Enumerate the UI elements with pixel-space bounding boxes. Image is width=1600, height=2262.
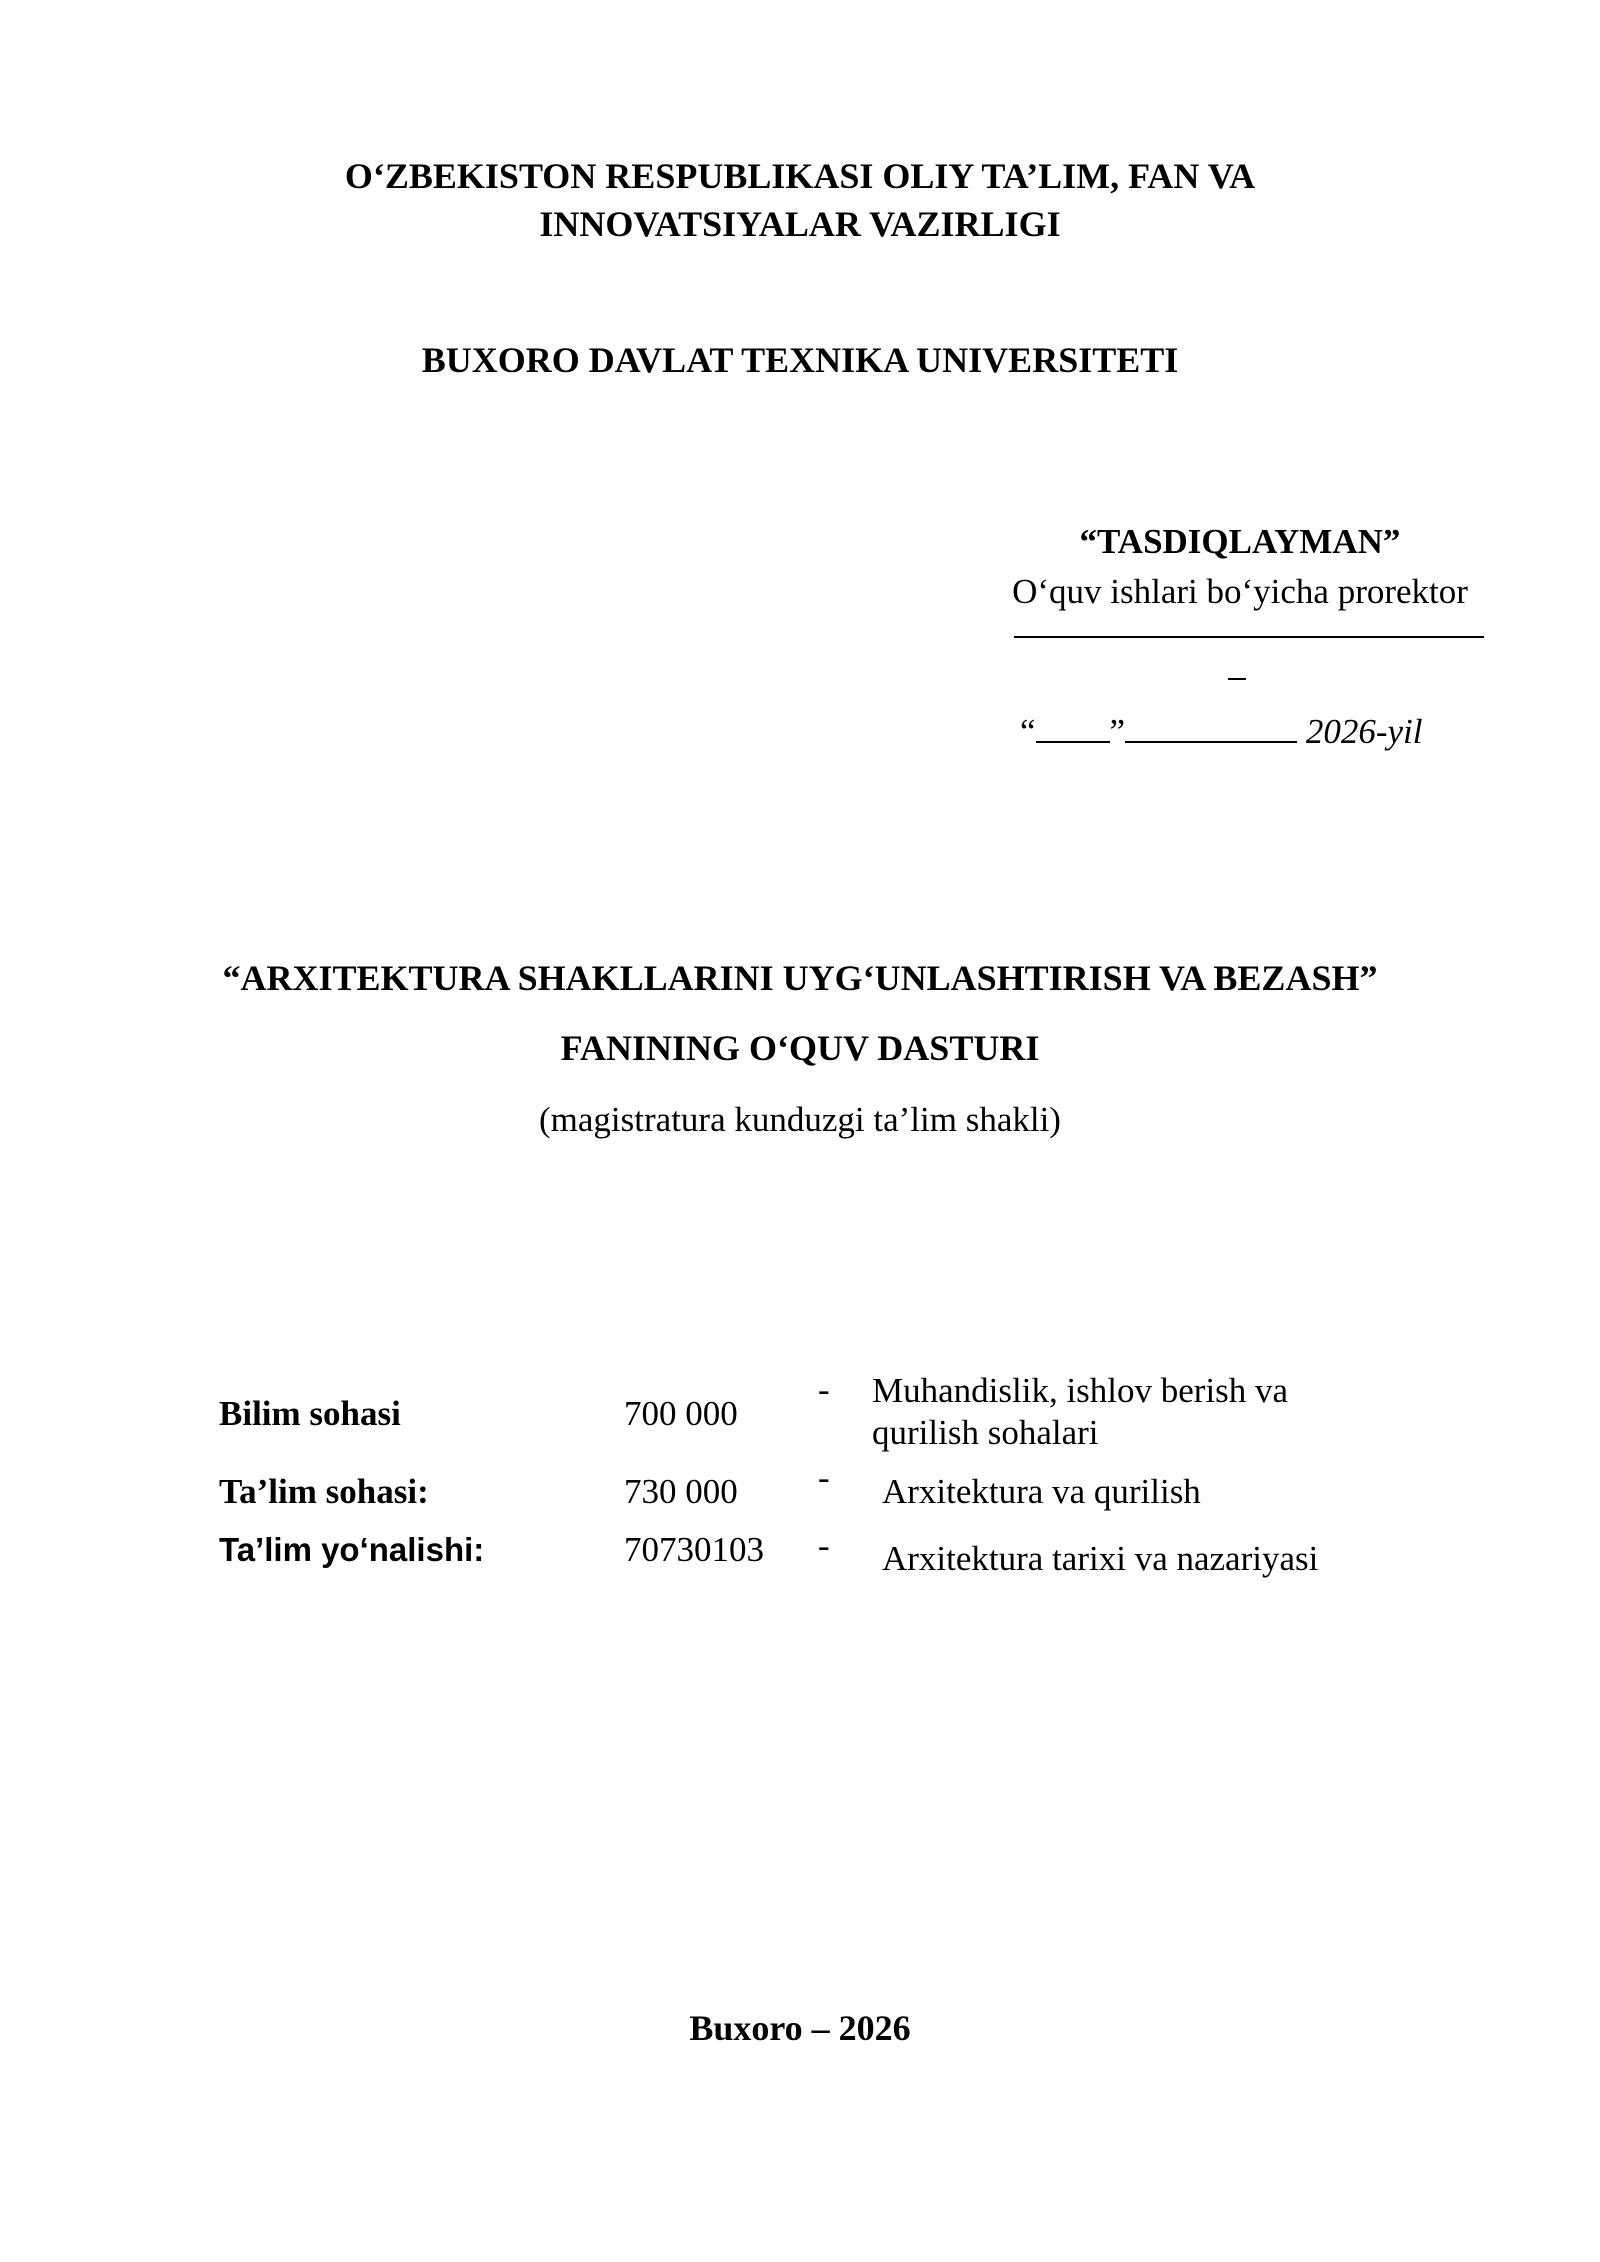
field-name: [882, 1538, 1442, 1580]
ministry-heading: [0, 152, 1600, 248]
signature-line: [1014, 636, 1484, 638]
course-title: “ARXITEKTURA SHAKLLARINI UYG‘UNLASHTIRISH VA BEZASH”: [222, 958, 1378, 998]
field-code: 70730103: [624, 1530, 764, 1569]
field-name-line1: Arxitektura va qurilish: [882, 1472, 1201, 1511]
footer-place-year: Buxoro – 2026: [689, 2008, 911, 2048]
day-blank: [1036, 711, 1110, 743]
field-name: [872, 1370, 1432, 1454]
form-of-study: (magistratura kunduzgi ta’lim shakli): [539, 1100, 1061, 1139]
field-label: Ta’lim yoʻnalishi:: [219, 1531, 485, 1568]
signature-line-tail: [1228, 678, 1246, 680]
field-label: Bilim sohasi: [219, 1394, 401, 1433]
field-name: [882, 1471, 1442, 1513]
field-name-line1: Arxitektura tarixi va nazariyasi: [882, 1539, 1319, 1578]
approval-date-line: [1020, 708, 1490, 756]
field-label: Ta’lim sohasi:: [219, 1472, 429, 1511]
approval-year: 2026-yil: [1305, 712, 1423, 751]
field-dash: -: [818, 1370, 830, 1409]
program-title: FANINING O‘QUV DASTURI: [560, 1028, 1040, 1068]
approval-title: “TASDIQLAYMAN”: [1079, 522, 1401, 561]
field-code: 730 000: [624, 1472, 738, 1511]
field-name-line1: Muhandislik, ishlov berish va: [872, 1371, 1289, 1410]
field-dash: -: [818, 1458, 830, 1497]
ministry-heading-line2: INNOVATSIYALAR VAZIRLIGI: [539, 204, 1061, 244]
field-name-line2: qurilish sohalari: [872, 1413, 1099, 1452]
field-code: 700 000: [624, 1394, 738, 1433]
date-close-quote: ”: [1109, 712, 1126, 751]
ministry-heading-line1: O‘ZBEKISTON RESPUBLIKASI OLIY TA’LIM, FAN VA: [344, 156, 1256, 196]
date-open-quote: “: [1020, 712, 1036, 751]
month-blank: [1125, 711, 1297, 743]
approval-role: O‘quv ishlari bo‘yicha prorektor: [1012, 572, 1468, 611]
field-dash: -: [818, 1526, 830, 1565]
university-heading: BUXORO DAVLAT TEXNIKA UNIVERSITETI: [421, 340, 1179, 380]
